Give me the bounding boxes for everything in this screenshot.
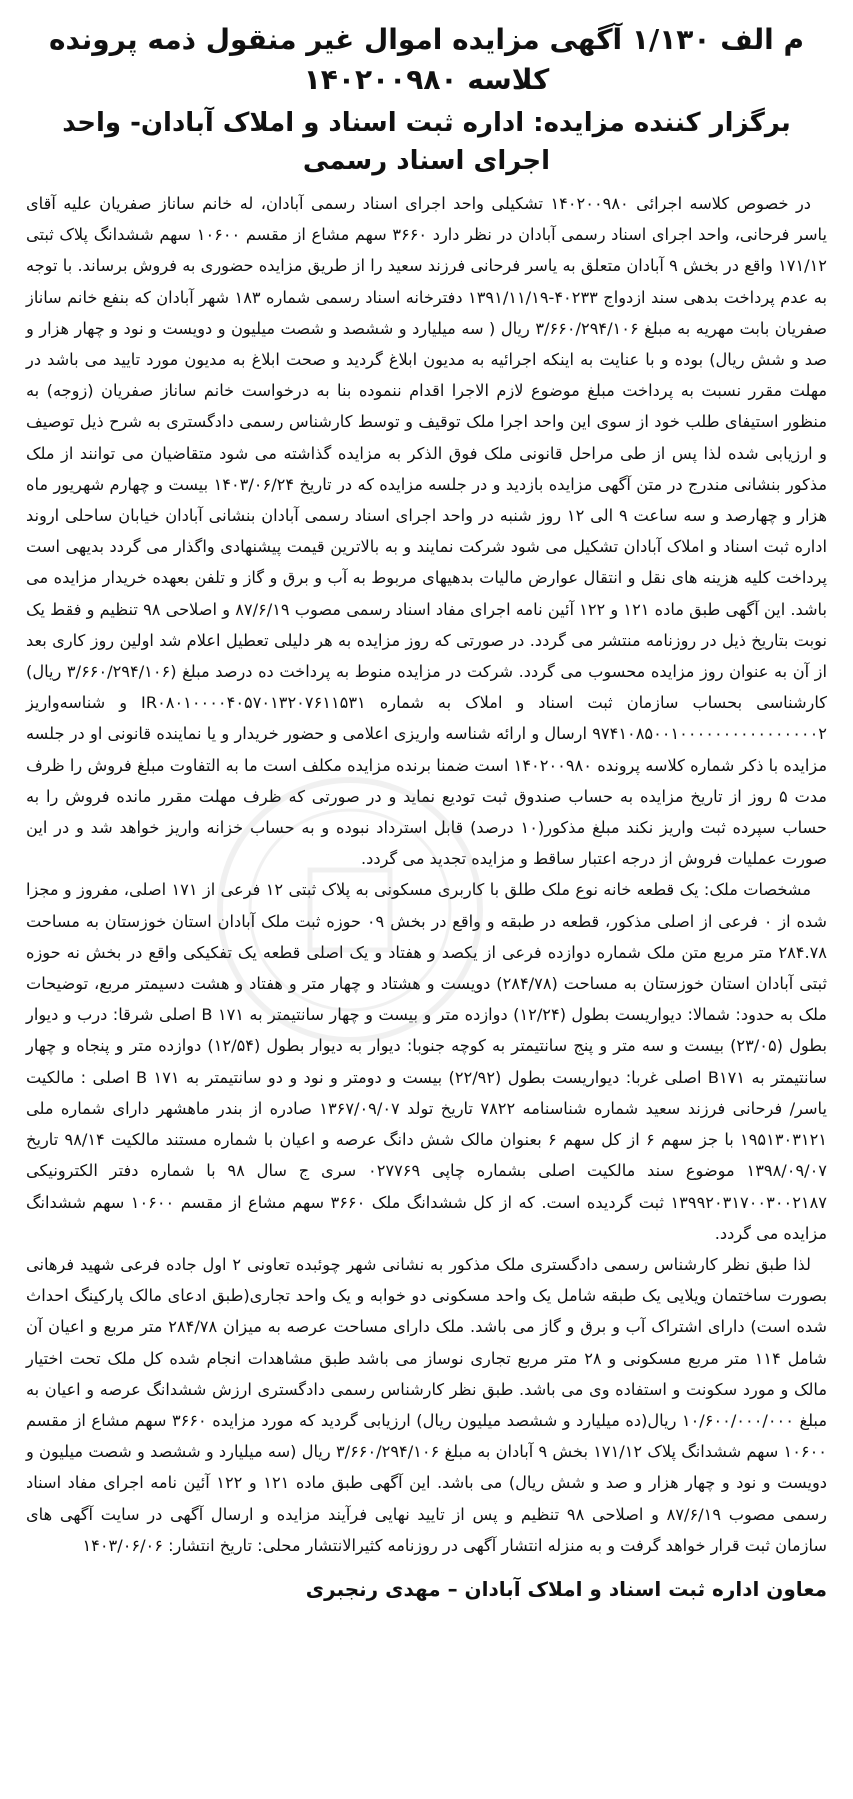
- notice-paragraph-property-specs: مشخصات ملک: یک قطعه خانه نوع ملک طلق با کاربری مسکونی به پلاک ثبتی ۱۲ فرعی از ۱۷۱ اصلی، مفروز و مجزا شده از ۰ فرعی از اصلی مذکور، قطعه در طبقه و واقع در بخش ۰۹ حوزه ثبت ملک آبادان استان خوزستان به مساحت ۲۸۴.۷۸ متر مربع متن ملک شماره دوازده فرعی از یکصد و هفتاد و یک اصلی قطعه یک تفکیکی واقع در بخش نه حوزه ثبتی آبادان استان خوزستان به مساحت (۲۸۴/۷۸) دویست و هشتاد و چهار متر و هفتاد و هشت دسیمتر مربع، توضیحات ملک به حدود: شمالا: دیواریست بطول (۱۲/۲۴) دوازده متر و بیست و چهار سانتیمتر به ۱۷۱ B اصلی شرقا: درب و دیوار بطول (۲۳/۰۵) بیست و سه متر و پنج سانتیمتر به کوچه جنوبا: دیوار به دیوار بطول (۱۲/۵۴) دوازده متر و پنجاه و چهار سانتیمتر به B۱۷۱ اصلی غربا: دیواریست بطول (۲۲/۹۲) بیست و دومتر و نود و دو سانتیمتر به ۱۷۱ B اصلی : مالکیت یاسر/ فرحانی فرزند سعید شماره شناسنامه ۷۸۲۲ تاریخ تولد ۱۳۶۷/۰۹/۰۷ صادره از بندر ماهشهر دارای شماره ملی ۱۹۵۱۳۰۳۱۲۱ با جز سهم ۶ از کل سهم ۶ بعنوان مالک شش دانگ عرصه و اعیان با شماره مستند مالکیت ۹۸/۱۴ تاریخ ۱۳۹۸/۰۹/۰۷ موضوع سند مالکیت اصلی بشماره چاپی ۰۲۷۷۶۹ سری ج سال ۹۸ با شماره دفتر الکترونیکی ۱۳۹۹۲۰۳۱۷۰۰۳۰۰۲۱۸۷ ثبت گردیده است. که از کل ششدانگ ملک ۳۶۶۰ سهم مشاع از مقسم ۱۰۶۰۰ سهم ششدانگ مزایده می گردد.: [26, 880, 827, 1243]
- notice-paragraph-intro: در خصوص کلاسه اجرائی ۱۴۰۲۰۰۹۸۰ تشکیلی واحد اجرای اسناد رسمی آبادان، له خانم ساناز صفریان علیه آقای یاسر فرحانی، واحد اجرای اسناد رسمی آبادان در نظر دارد ۳۶۶۰ سهم مشاع از مقسم ۱۰۶۰۰ سهم ششدانگ پلاک ثبتی ۱۷۱/۱۲ واقع در بخش ۹ آبادان متعلق به یاسر فرحانی فرزند سعید را از طریق مزایده حضوری به فروش برساند. با توجه به عدم پرداخت بدهی سند ازدواج ۴۰۲۳۳-۱۳۹۱/۱۱/۱۹ دفترخانه اسناد رسمی شماره ۱۸۳ شهر آبادان که بنفع خانم ساناز صفریان بابت مهریه به مبلغ ۳/۶۶۰/۲۹۴/۱۰۶ ریال ( سه میلیارد و ششصد و شصت میلیون و دویست و نود و چهار هزار و صد و شش ریال) بوده و با عنایت به اینکه اجرائیه به مدیون ابلاغ گردید و صحت ابلاغ به مدیون مورد تایید می باشد در مهلت مقرر نسبت به پرداخت مبلغ موضوع لازم الاجرا اقدام ننموده بنا به درخواست خانم ساناز صفریان (زوجه) به منظور استیفای طلب خود از سوی این واحد اجرا ملک توقیف و توسط کارشناس رسمی دادگستری به شرح ذیل توصیف و ارزیابی شده لذا پس از طی مراحل قانونی ملک فوق الذکر به مزایده گذاشته می شود متقاضیان می توانند از ملک مذکور بنشانی مندرج در متن آگهی مزایده بازدید و در جلسه مزایده که در تاریخ ۱۴۰۳/۰۶/۲۴ بیست و چهارم شهریور ماه هزار و چهارصد و سه ساعت ۹ الی ۱۲ روز شنبه در واحد اجرای اسناد رسمی آبادان بنشانی آبادان خیابان ساحلی اروند اداره ثبت اسناد و املاک آبادان تشکیل می شود شرکت نمایند و به بالاترین قیمت پیشنهادی واگذار می گردد بدیهی است پرداخت کلیه هزینه های نقل و انتقال عوارض مالیات بدهیهای مربوط به آب و برق و گاز و تلفن بعهده خریدار مزایده می باشد. این آگهی طبق ماده ۱۲۱ و ۱۲۲ آئین نامه اجرای مفاد اسناد رسمی مصوب ۸۷/۶/۱۹ و اصلاحی ۹۸ تنظیم و فقط یک نوبت بتاریخ ذیل در روزنامه منتشر می گردد. در صورتی که روز مزایده به هر دلیلی تعطیل اعلام شد اولین روز کاری بعد از آن به عنوان روز مزایده محسوب می گردد. شرکت در مزایده منوط به پرداخت ده درصد مبلغ (۳/۶۶۰/۲۹۴/۱۰۶ ریال) کارشناسی بحساب سازمان ثبت اسناد و املاک به شماره IR۰۸۰۱۰۰۰۰۴۰۵۷۰۱۳۲۰۷۶۱۱۵۳۱ و شناسه‌واریز ۹۷۴۱۰۸۵۰۰۱۰۰۰۰۰۰۰۰۰۰۰۰۰۰۰۰۲ ارسال و ارائه شناسه واریزی اعلامی و حضور خریدار و یا نماینده قانونی او در جلسه مزایده با ذکر شماره کلاسه پرونده ۱۴۰۲۰۰۹۸۰ است ضمنا برنده مزایده مکلف است ما به التفاوت مبلغ فروش را ظرف مدت ۵ روز از تاریخ مزایده به حساب صندوق ثبت تودیع نماید و در صورتی که ظرف مهلت مقرر مانده فروش را به حساب سپرده ثبت واریز نکند مبلغ مذکور(۱۰ درصد) قابل استرداد نبوده و به حساب خزانه واریز خواهد شد و در این صورت عملیات فروش از درجه اعتبار ساقط و مزایده تجدید می گردد.: [26, 194, 828, 869]
- notice-signature: معاون اداره ثبت اسناد و املاک آبادان – مهدی رنجبری: [305, 1576, 827, 1601]
- notice-title: م الف ۱/۱۳۰ آگهی مزایده اموال غیر منقول ذمه پرونده کلاسه ۱۴۰۲۰۰۹۸۰: [49, 23, 804, 96]
- notice-paragraph-appraisal: لذا طبق نظر کارشناس رسمی دادگستری ملک مذکور به نشانی شهر چوئبده تعاونی ۲ اول جاده فرعی شهید فرهانی بصورت ساختمان ویلایی یک طبقه شامل یک واحد مسکونی دو خوابه و یک واحد تجاری(طبق ادعای مالک پارکینگ احداث شده است) دارای اشتراک آب و برق و گاز می باشد. ملک دارای مساحت عرصه به میزان ۲۸۴/۷۸ متر مربع و اعیان آن شامل ۱۱۴ متر مربع مسکونی و ۲۸ متر مربع تجاری نوساز می باشد طبق مشاهدات انجام شده کل ملک تحت اختیار مالک و مورد سکونت و استفاده وی می باشد. طبق نظر کارشناس رسمی دادگستری ارزش ششدانگ عرصه و اعیان به مبلغ ۱۰/۶۰۰/۰۰۰/۰۰۰ ریال(ده میلیارد و ششصد میلیون ریال) ارزیابی گردید که مورد مزایده ۳۶۶۰ سهم مشاع از مقسم ۱۰۶۰۰ سهم ششدانگ پلاک ۱۷۱/۱۲ بخش ۹ آبادان به مبلغ ۳/۶۶۰/۲۹۴/۱۰۶ ریال (سه میلیارد و ششصد و شصت میلیون و دویست و نود و چهار هزار و صد و شش ریال) می باشد. این آگهی طبق ماده ۱۲۱ و ۱۲۲ آئین نامه اجرای مفاد اسناد رسمی مصوب ۸۷/۶/۱۹ و اصلاحی ۹۸ تنظیم و پس از تایید نهایی فرآیند مزایده و ارسال آگهی در سایت آگهی های سازمان ثبت قرار خواهد گرفت و به منزله انتشار آگهی در روزنامه کثیرالانتشار محلی: تاریخ انتشار: ۱۴۰۳/۰۶/۰۶: [26, 1254, 828, 1555]
- notice-subtitle: برگزار کننده مزایده: اداره ثبت اسناد و املاک آبادان- واحد اجرای اسناد رسمی: [62, 108, 791, 176]
